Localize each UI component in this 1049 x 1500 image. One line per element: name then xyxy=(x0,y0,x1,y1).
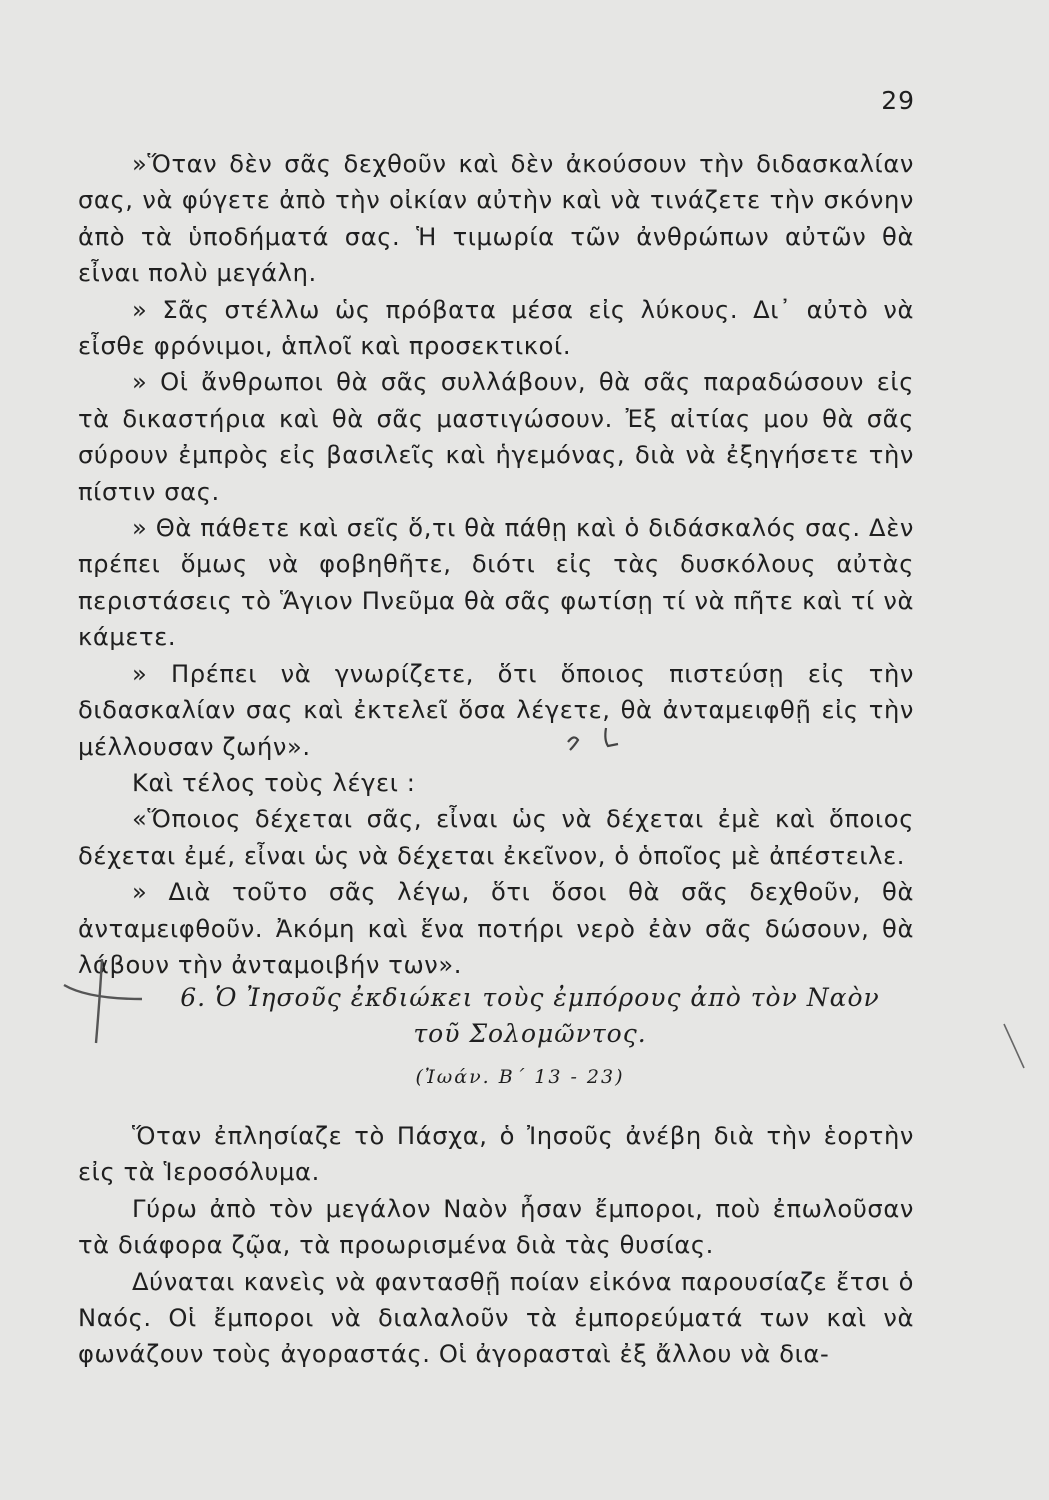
paragraph: Γύρω ἀπὸ τὸν μεγάλον Ναὸν ἦσαν ἔμποροι, ποὺ ἐπωλοῦσαν τὰ διάφορα ζῷα, τὰ προωρισμένα διὰ τὰς θυσίας. xyxy=(78,1194,914,1260)
section-heading-continued: τοῦ Σολομῶντος. xyxy=(413,1019,647,1048)
paragraph: Ὅταν ἐπλησίαζε τὸ Πάσχα, ὁ Ἰησοῦς ἀνέβη διὰ τὴν ἑορτὴν εἰς τὰ Ἱεροσόλυμα. xyxy=(78,1122,914,1187)
paragraph: «Ὅποιος δέχεται σᾶς, εἶναι ὡς νὰ δέχεται ἐμὲ καὶ ὅποιος δέχεται ἐμέ, εἶναι ὡς νὰ δέχεται ἐκεῖνον, ὁ ὁποῖος μὲ ἀπέστειλε. xyxy=(78,805,914,870)
paragraph: » Πρέπει νὰ γνωρίζετε, ὅτι ὅποιος πιστεύσῃ εἰς τὴν διδασκαλίαν σας καὶ ἐκτελεῖ ὅσα λέγετε, θὰ ἀνταμειφθῇ εἰς τὴν μέλλουσαν ζωήν». xyxy=(78,659,914,761)
scripture-reference: (Ἰωάν. Β΄ 13 - 23) xyxy=(415,1066,625,1088)
body-text-top xyxy=(78,146,914,983)
paragraph: » Οἱ ἄνθρωποι θὰ σᾶς συλλάβουν, θὰ σᾶς παραδώσουν εἰς τὰ δικαστήρια καὶ θὰ σᾶς μαστιγώσουν. Ἐξ αἰτίας μου θὰ σᾶς σύρουν ἐμπρὸς εἰς βασιλεῖς καὶ ἡγεμόνας, διὰ νὰ ἐξηγήσετε τὴν πίστιν σας. xyxy=(78,368,914,506)
paragraph: » Θὰ πάθετε καὶ σεῖς ὅ,τι θὰ πάθῃ καὶ ὁ διδάσκαλός σας. Δὲν πρέπει ὅμως νὰ φοβηθῆτε, διότι εἰς τὰς δυσκόλους αὐτὰς περιστάσεις τὸ Ἅγιον Πνεῦμα θὰ σᾶς φωτίσῃ τί νὰ πῆτε καὶ τί νὰ κάμετε. xyxy=(78,514,914,652)
body-text-bottom xyxy=(78,1118,914,1373)
pencil-stroke-mark-icon xyxy=(1000,1022,1030,1072)
section-heading: 6. Ὁ Ἰησοῦς ἐκδιώκει τοὺς ἐμπόρους ἀπὸ τὸν Ναὸν xyxy=(180,983,880,1012)
paragraph: »Ὅταν δὲν σᾶς δεχθοῦν καὶ δὲν ἀκούσουν τὴν διδασκαλίαν σας, νὰ φύγετε ἀπὸ τὴν οἰκίαν αὐτὴν καὶ νὰ τινάζετε τὴν σκόνην ἀπὸ τὰ ὑποδήματά σας. Ἡ τιμωρία τῶν ἀνθρώπων αὐτῶν θὰ εἶναι πολὺ μεγάλη. xyxy=(78,150,914,288)
paragraph: » Διὰ τοῦτο σᾶς λέγω, ὅτι ὅσοι θὰ σᾶς δεχθοῦν, θὰ ἀνταμειφθοῦν. Ἀκόμη καὶ ἕνα ποτήρι νερὸ ἐὰν σᾶς δώσουν, θὰ λάβουν τὴν ἀνταμοιβήν των». xyxy=(78,878,914,979)
paragraph: Καὶ τέλος τοὺς λέγει : xyxy=(132,768,416,797)
page-number: 29 xyxy=(881,86,915,115)
paragraph: Δύναται κανεὶς νὰ φαντασθῇ ποίαν εἰκόνα παρουσίαζε ἔτσι ὁ Ναός. Οἱ ἔμποροι νὰ διαλαλοῦν τὰ ἐμπορεύματά των καὶ νὰ φωνάζουν τοὺς ἀγοραστάς. Οἱ ἀγορασταὶ ἐξ ἄλλου νὰ δια- xyxy=(78,1267,914,1369)
paragraph: » Σᾶς στέλλω ὡς πρόβατα μέσα εἰς λύκους. Δι᾽ αὐτὸ νὰ εἶσθε φρόνιμοι, ἁπλοῖ καὶ προσεκτικοί. xyxy=(78,295,914,361)
